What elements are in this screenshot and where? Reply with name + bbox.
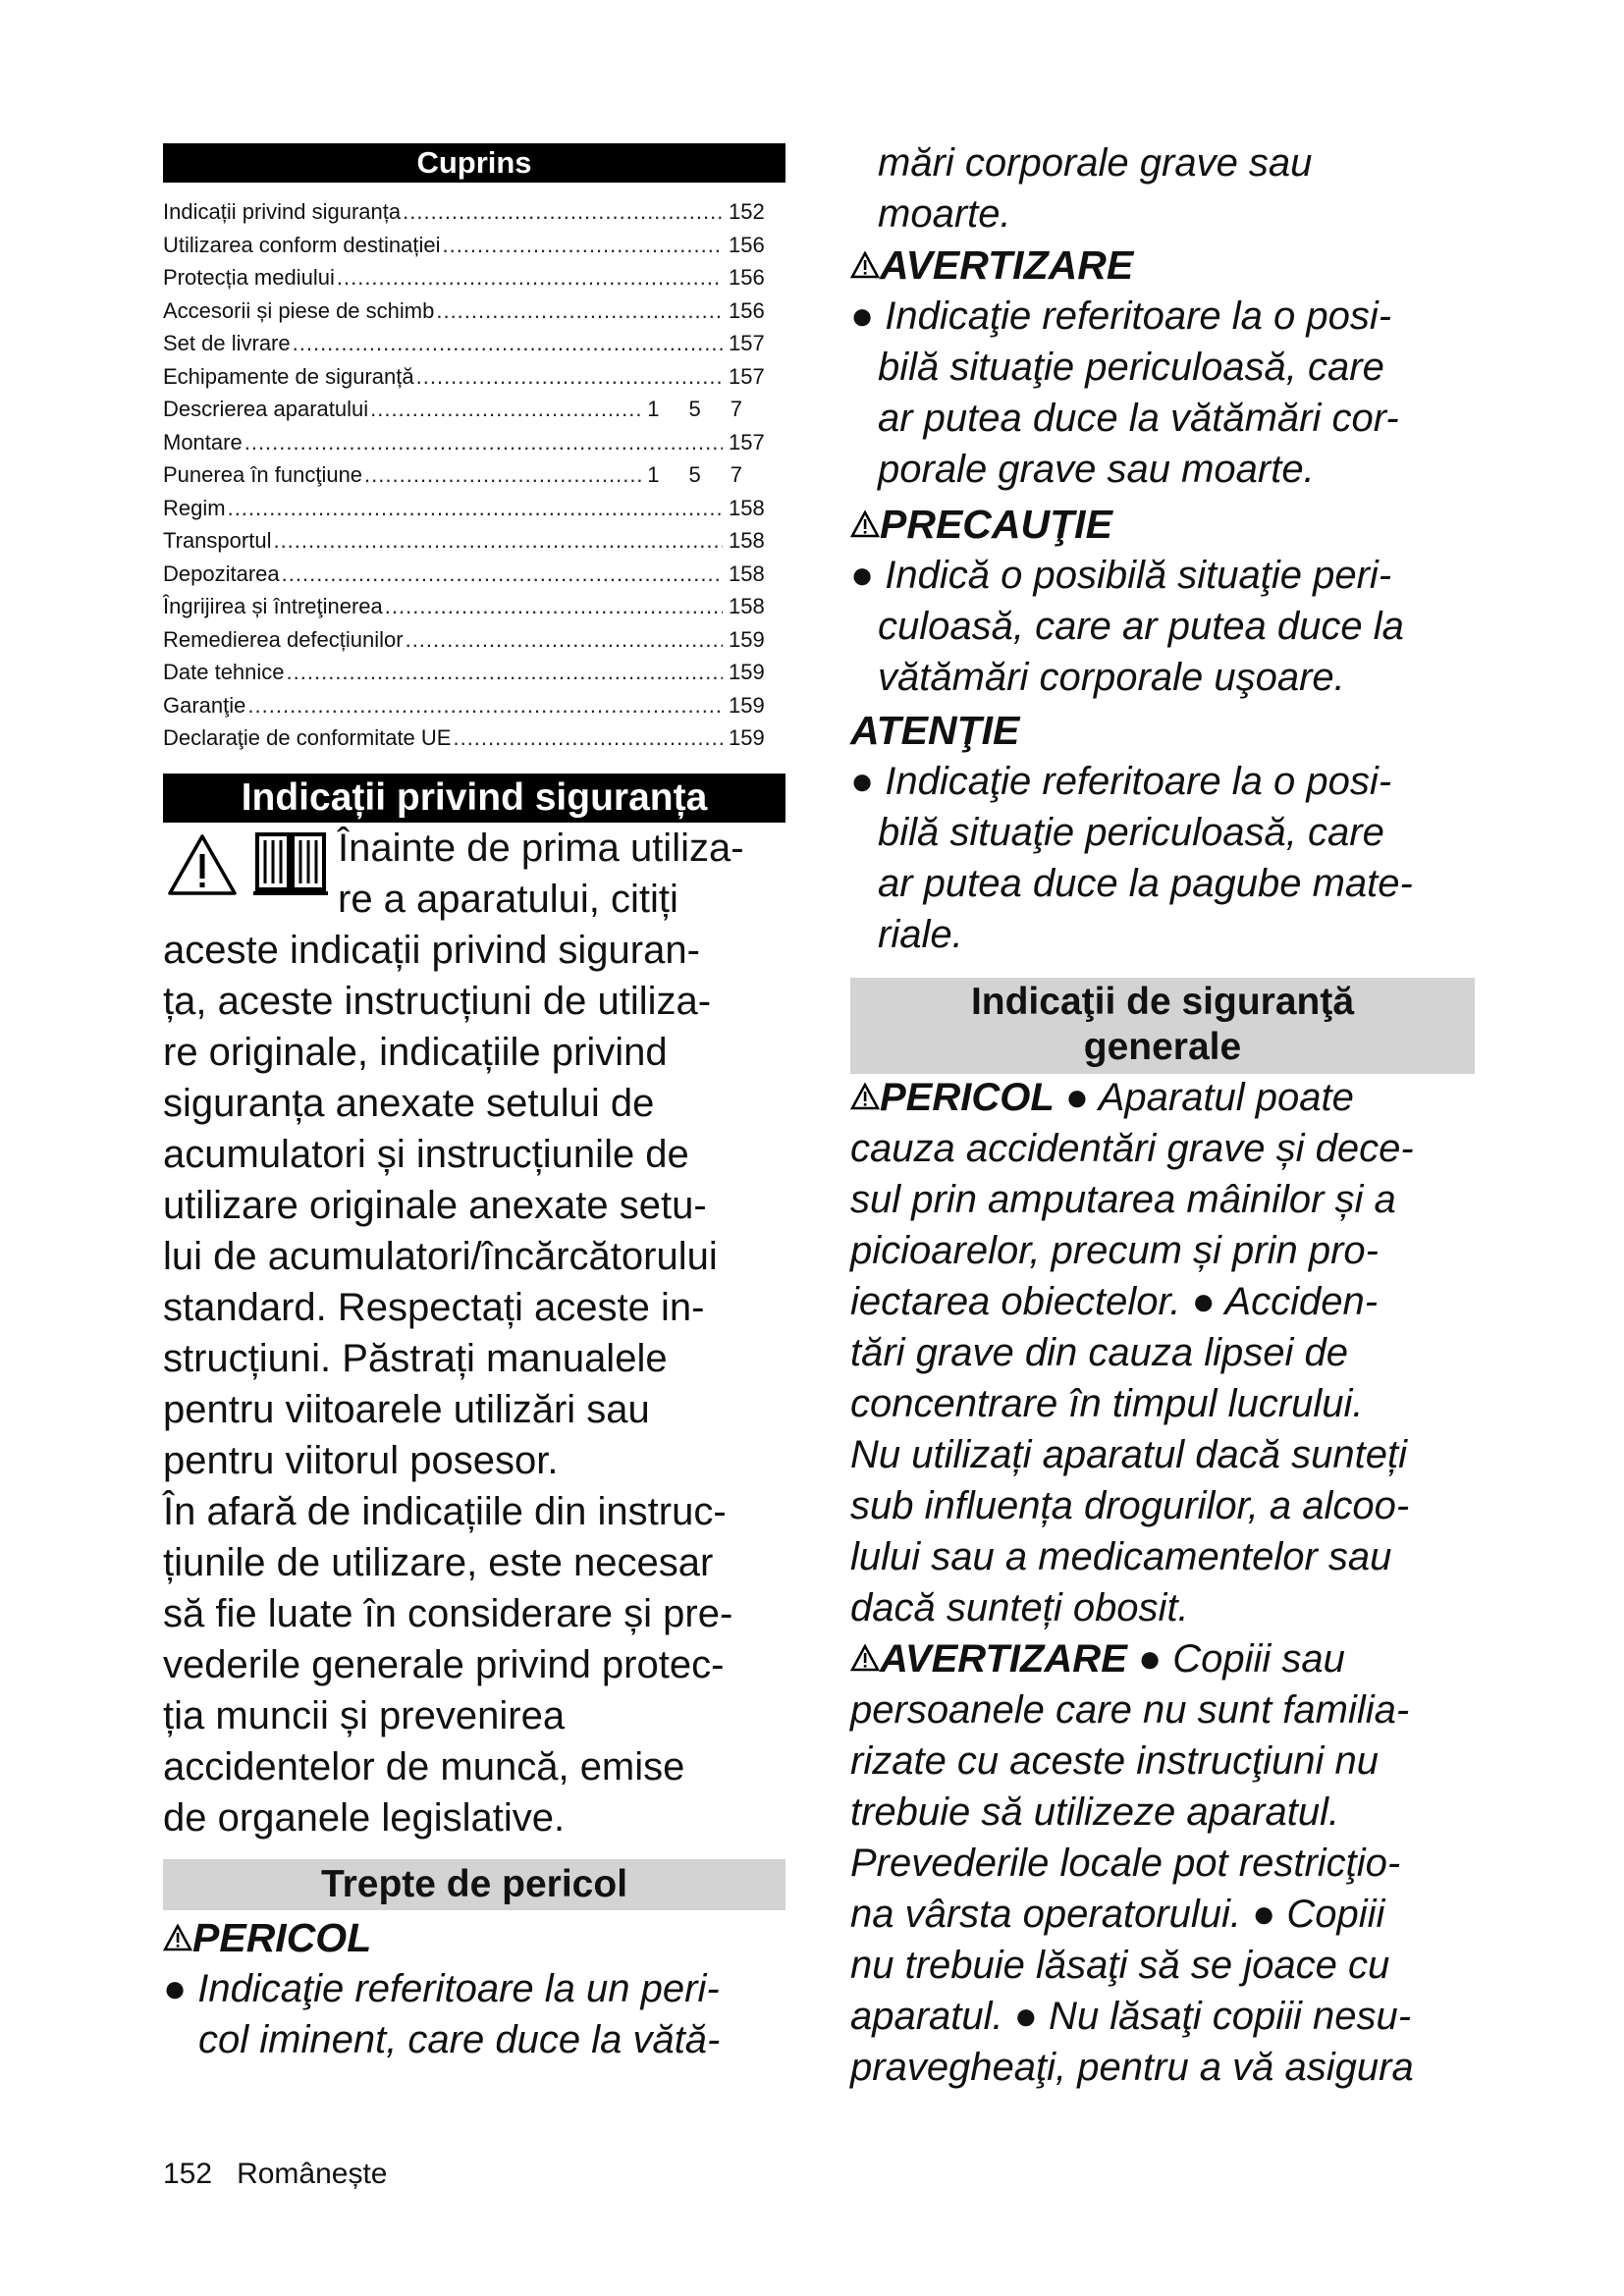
toc-entry-label: Set de livrare [163, 331, 291, 355]
general-avertizare-first-line [850, 1633, 1345, 1684]
toc-leader-dots [453, 721, 723, 754]
toc-leader-dots [244, 426, 723, 458]
toc-title: Cuprins [163, 143, 785, 183]
text-line: trebuie să utilizeze aparatul. [850, 1790, 1340, 1834]
pericol-heading-label: PERICOL [192, 1915, 372, 1960]
text-line: riale. [878, 913, 963, 956]
general-pericol-heading: PERICOL [880, 1076, 1055, 1119]
text-line: Nu utilizați aparatul dacă sunteți [850, 1433, 1407, 1476]
toc-entry[interactable] [163, 492, 772, 524]
toc-leader-dots [442, 229, 723, 261]
toc-entry[interactable] [163, 689, 772, 721]
warning-icon [850, 1644, 880, 1672]
text-line: tări grave din cauza lipsei de [850, 1331, 1348, 1374]
toc-leader-dots [337, 261, 723, 294]
text-line: moarte. [878, 192, 1011, 236]
text-line: ția muncii și prevenirea [163, 1694, 566, 1737]
text-line: lui de acumulatori/încărcătorului [163, 1235, 718, 1278]
toc-entry-label: Îngrijirea și întreţinerea [163, 594, 383, 618]
toc-entry[interactable] [163, 294, 772, 327]
toc-leader-dots [436, 294, 723, 327]
text-line: de organele legislative. [163, 1796, 566, 1840]
toc-entry-label: Depozitarea [163, 561, 280, 586]
text-line: aparatul. ● Nu lăsaţi copiii nesu- [850, 1995, 1412, 2038]
toc-entry[interactable] [163, 393, 772, 425]
toc-entry-page: 157 [647, 397, 772, 421]
toc-entry-page: 156 [729, 265, 765, 290]
toc-leader-dots [385, 590, 723, 622]
avertizare-heading-label: AVERTIZARE [880, 242, 1134, 288]
general-title-line2: generale [1083, 1026, 1242, 1068]
pericol-heading [163, 1912, 371, 1963]
danger-levels-title: Trepte de pericol [163, 1859, 785, 1910]
text-line: aceste indicații privind siguran- [163, 929, 700, 972]
toc-entry[interactable] [163, 261, 772, 294]
text-line: bilă situaţie periculoasă, care [878, 346, 1384, 389]
toc-entry-label: Date tehnice [163, 660, 285, 684]
toc-leader-dots [247, 689, 723, 721]
toc-entry[interactable] [163, 458, 772, 491]
text-line: siguranța anexate setului de [163, 1082, 655, 1125]
general-safety-title [850, 978, 1475, 1074]
toc-entry[interactable] [163, 721, 772, 754]
toc-entry-page: 156 [729, 232, 765, 257]
toc-entry-label: Protecția mediului [163, 265, 335, 290]
text-line: ● Indicaţie referitoare la o posi- [850, 760, 1392, 803]
toc-entry-label: Remedierea defecțiunilor [163, 626, 404, 652]
text-line: standard. Respectați aceste in- [163, 1286, 705, 1329]
toc-leader-dots [416, 360, 723, 393]
toc-entry[interactable] [163, 524, 772, 557]
toc-entry-page: 157 [729, 331, 765, 355]
toc-leader-dots [287, 656, 723, 688]
text-line: culoasă, care ar putea duce la [878, 605, 1404, 648]
text-line: pentru viitoarele utilizări sau [163, 1388, 650, 1431]
text-line: porale grave sau moarte. [878, 448, 1315, 491]
toc-entry-label: Accesorii și piese de schimb [163, 297, 435, 323]
toc-entry-label: Declaraţie de conformitate UE [163, 725, 452, 750]
avertizare-heading [850, 240, 1133, 291]
toc-entry-label: Punerea în funcţiune [163, 462, 363, 487]
precautie-heading-label: PRECAUŢIE [880, 502, 1112, 547]
text-line: concentrare în timpul lucrului. [850, 1382, 1364, 1425]
text-line: utilizare originale anexate setu- [163, 1184, 707, 1227]
toc-entry-page: 157 [729, 429, 765, 454]
text-line: rizate cu aceste instrucţiuni nu [850, 1739, 1380, 1783]
text-line: acumulatori și instrucțiunile de [163, 1133, 689, 1176]
text-line: dacă sunteți obosit. [850, 1586, 1189, 1629]
text-line: iectarea obiectelor. ● Acciden- [850, 1280, 1379, 1323]
text-line: strucțiuni. Păstrați manualele [163, 1337, 668, 1380]
text-line: persoanele care nu sunt familia- [850, 1688, 1410, 1732]
text-line: pentru viitorul posesor. [163, 1439, 559, 1482]
warning-icon [850, 251, 880, 279]
text-line: ● Indicaţie referitoare la o posi- [850, 294, 1392, 338]
text-line: Înainte de prima utiliza- [338, 827, 744, 870]
text-line: ● Indică o posibilă situaţie peri- [850, 554, 1392, 597]
toc-entry[interactable] [163, 623, 772, 656]
caution-icon [850, 510, 880, 538]
text-line: În afară de indicațiile din instruc- [163, 1490, 727, 1533]
toc-leader-dots [293, 327, 723, 359]
text-line: sub influența drogurilor, a alcoo- [850, 1484, 1410, 1527]
text-line: mări corporale grave sau [878, 141, 1313, 185]
general-avertizare-first: ● Copiii sau [1126, 1637, 1345, 1681]
text-line: na vârsta operatorului. ● Copiii [850, 1893, 1385, 1936]
toc-leader-dots [273, 524, 723, 557]
toc-leader-dots [364, 458, 641, 491]
text-line: ar putea duce la pagube mate- [878, 862, 1413, 905]
toc-entry-label: Indicații privind siguranța [163, 199, 402, 224]
toc-entry-label: Transportul [163, 528, 272, 553]
toc-entry[interactable] [163, 229, 772, 261]
toc-entry[interactable] [163, 656, 772, 688]
text-line: țiunile de utilizare, este necesar [163, 1541, 714, 1584]
text-line: col iminent, care duce la vătă- [198, 2018, 721, 2061]
toc-entry-page: 157 [729, 363, 765, 389]
text-line: ța, aceste instrucțiuni de utiliza- [163, 980, 712, 1023]
text-line: pravegheaţi, pentru a vă asigura [850, 2046, 1414, 2089]
toc-entry[interactable] [163, 360, 772, 393]
general-pericol-first-line [850, 1072, 1354, 1123]
text-line: sul prin amputarea mâinilor și a [850, 1178, 1396, 1221]
toc-leader-dots [403, 195, 723, 228]
atentie-heading: ATENŢIE [850, 708, 1020, 753]
page-footer [163, 2158, 388, 2191]
toc-entry-label: Montare [163, 429, 243, 454]
toc-entry-label: Utilizarea conform destinației [163, 232, 441, 257]
precautie-heading [850, 499, 1112, 550]
text-line: vătămări corporale uşoare. [878, 656, 1345, 699]
toc-entry-label: Regim [163, 495, 226, 520]
toc-entry-page: 159 [729, 692, 765, 718]
text-line: vederile generale privind protec- [163, 1643, 725, 1686]
toc-entry-label: Garanţie [163, 692, 246, 718]
manual-book-icon [251, 828, 330, 897]
danger-icon [850, 1083, 880, 1110]
toc-entry[interactable] [163, 558, 772, 590]
text-line: re a aparatului, citiți [338, 878, 678, 921]
toc-entry-page: 159 [729, 660, 765, 684]
page-number: 152 [163, 2158, 213, 2190]
text-line: nu trebuie lăsaţi să se joace cu [850, 1944, 1390, 1987]
toc-leader-dots [282, 558, 723, 590]
text-line: bilă situaţie periculoasă, care [878, 811, 1384, 854]
toc-leader-dots [406, 623, 723, 656]
danger-icon [163, 1924, 192, 1951]
toc-entry-label: Echipamente de siguranță [163, 363, 414, 389]
text-line: re originale, indicațiile privind [163, 1031, 668, 1074]
toc-entry-page: 158 [729, 561, 765, 586]
toc-entry-page: 156 [729, 297, 765, 323]
toc-entry-page: 152 [729, 199, 765, 224]
toc-entry[interactable] [163, 590, 772, 622]
text-line: ● Indicaţie referitoare la un peri- [163, 1967, 720, 2010]
text-line: cauza accidentări grave și dece- [850, 1127, 1414, 1170]
toc-entry-page: 158 [729, 528, 765, 553]
text-line: să fie luate în considerare și pre- [163, 1592, 733, 1635]
text-line: accidentelor de muncă, emise [163, 1745, 685, 1789]
toc-entry-page: 158 [729, 495, 765, 520]
toc-entry-page: 159 [729, 626, 765, 652]
language-label: Românește [237, 2158, 388, 2190]
warning-icon [167, 832, 238, 897]
safety-title: Indicații privind siguranța [163, 774, 785, 823]
toc-entry-label: Descrierea aparatului [163, 397, 369, 421]
general-title-line1: Indicaţii de siguranţă [970, 981, 1355, 1023]
toc-entry[interactable] [163, 327, 772, 359]
text-line: picioarelor, precum și prin pro- [850, 1229, 1379, 1272]
general-pericol-first: ● Aparatul poate [1054, 1076, 1354, 1119]
text-line: ar putea duce la vătămări cor- [878, 397, 1399, 440]
toc-leader-dots [370, 393, 641, 425]
toc-entry-page: 157 [647, 462, 772, 487]
toc-entry[interactable] [163, 426, 772, 458]
text-line: Prevederile locale pot restricţio- [850, 1842, 1401, 1885]
toc-leader-dots [228, 492, 723, 524]
toc-entry-page: 159 [729, 725, 765, 750]
toc-entry[interactable] [163, 195, 772, 228]
text-line: lului sau a medicamentelor sau [850, 1535, 1392, 1578]
toc-entry-page: 158 [729, 594, 765, 618]
general-avertizare-heading: AVERTIZARE [880, 1637, 1127, 1681]
